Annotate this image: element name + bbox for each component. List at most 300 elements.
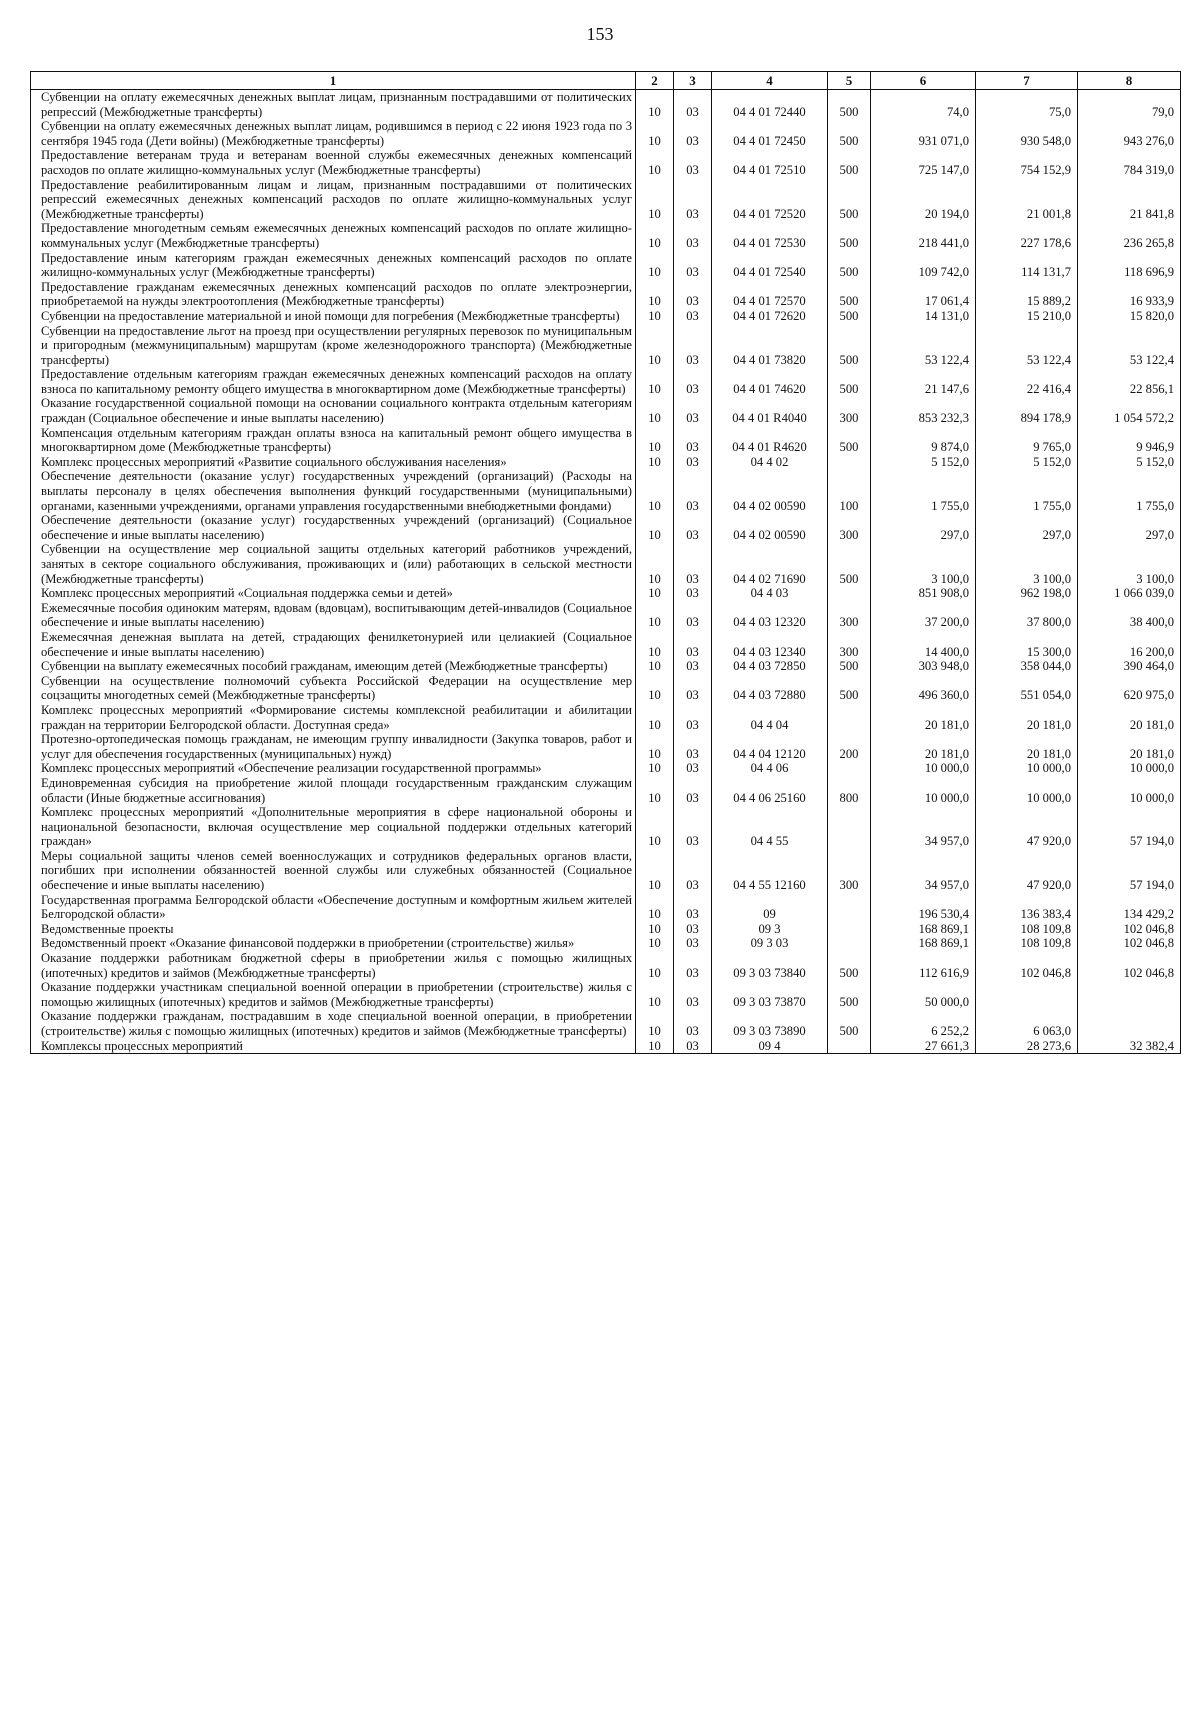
subsection-code: 03 (674, 951, 712, 980)
amount-year-2: 551 054,0 (976, 674, 1078, 703)
section-code: 10 (636, 936, 674, 951)
target-article-code: 04 4 03 12320 (712, 601, 828, 630)
table-row (31, 674, 1181, 703)
table-row (31, 703, 1181, 732)
expense-type-code: 500 (828, 951, 871, 980)
target-article-code: 09 3 03 73890 (712, 1009, 828, 1038)
amount-year-3: 10 000,0 (1078, 776, 1181, 805)
row-description: Предоставление иным категориям граждан ежемесячных денежных компенсаций расходов по оплате жилищно-коммунальных услуг (Межбюджетные трансферты) (31, 251, 636, 280)
table-row (31, 90, 1181, 120)
amount-year-2: 1 755,0 (976, 469, 1078, 513)
table-row (31, 659, 1181, 674)
target-article-code: 04 4 55 (712, 805, 828, 849)
expense-type-code (828, 936, 871, 951)
column-header: 5 (828, 72, 871, 90)
amount-year-3: 22 856,1 (1078, 367, 1181, 396)
column-header: 1 (31, 72, 636, 90)
subsection-code: 03 (674, 776, 712, 805)
row-description: Предоставление ветеранам труда и ветеранам военной службы ежемесячных денежных компенсаций расходов по оплате жилищно-коммунальных услуг (Межбюджетные трансферты) (31, 148, 636, 177)
row-description: Государственная программа Белгородской области «Обеспечение доступным и комфортным жильем жителей Белгородской области» (31, 893, 636, 922)
amount-year-1: 1 755,0 (871, 469, 976, 513)
table-row (31, 893, 1181, 922)
amount-year-1: 6 252,2 (871, 1009, 976, 1038)
row-description: Оказание поддержки работникам бюджетной сферы в приобретении жилья с помощью жилищных (ипотечных) кредитов и займов (Межбюджетные трансферты) (31, 951, 636, 980)
target-article-code: 04 4 01 72440 (712, 90, 828, 120)
expense-type-code: 500 (828, 367, 871, 396)
subsection-code: 03 (674, 469, 712, 513)
subsection-code: 03 (674, 601, 712, 630)
expense-type-code (828, 703, 871, 732)
target-article-code: 04 4 01 72620 (712, 309, 828, 324)
row-description: Обеспечение деятельности (оказание услуг) государственных учреждений (организаций) (Расходы на выплаты персоналу в целях обеспечения выполнения функций государственными (муниципальными) органами, казенными учреждениями, органами управления государственными внебюджетными фондами) (31, 469, 636, 513)
subsection-code: 03 (674, 980, 712, 1009)
section-code: 10 (636, 119, 674, 148)
amount-year-2: 15 210,0 (976, 309, 1078, 324)
subsection-code: 03 (674, 659, 712, 674)
section-code: 10 (636, 221, 674, 250)
amount-year-2: 21 001,8 (976, 178, 1078, 222)
amount-year-2: 108 109,8 (976, 936, 1078, 951)
amount-year-3: 390 464,0 (1078, 659, 1181, 674)
target-article-code: 04 4 02 71690 (712, 542, 828, 586)
table-row (31, 367, 1181, 396)
amount-year-1: 931 071,0 (871, 119, 976, 148)
table-row (31, 178, 1181, 222)
section-code: 10 (636, 776, 674, 805)
row-description: Оказание поддержки участникам специальной военной операции в приобретении (строительстве) жилья с помощью жилищных (ипотечных) кредитов и займов (Межбюджетные трансферты) (31, 980, 636, 1009)
subsection-code: 03 (674, 542, 712, 586)
amount-year-3: 134 429,2 (1078, 893, 1181, 922)
section-code: 10 (636, 367, 674, 396)
table-row (31, 951, 1181, 980)
table-row (31, 542, 1181, 586)
section-code: 10 (636, 601, 674, 630)
section-code: 10 (636, 659, 674, 674)
amount-year-3: 16 200,0 (1078, 630, 1181, 659)
row-description: Ежемесячные пособия одиноким матерям, вдовам (вдовцам), воспитывающим детей-инвалидов (Социальное обеспечение и иные выплаты населению) (31, 601, 636, 630)
section-code: 10 (636, 732, 674, 761)
subsection-code: 03 (674, 280, 712, 309)
table-row (31, 148, 1181, 177)
subsection-code: 03 (674, 1039, 712, 1054)
table-row (31, 630, 1181, 659)
section-code: 10 (636, 1039, 674, 1054)
subsection-code: 03 (674, 221, 712, 250)
subsection-code: 03 (674, 119, 712, 148)
row-description: Субвенции на осуществление полномочий субъекта Российской Федерации на осуществление мер соцзащиты многодетных семей (Межбюджетные трансферты) (31, 674, 636, 703)
expense-type-code: 500 (828, 426, 871, 455)
expense-type-code: 300 (828, 601, 871, 630)
amount-year-3: 3 100,0 (1078, 542, 1181, 586)
amount-year-3: 10 000,0 (1078, 761, 1181, 776)
target-article-code: 04 4 02 (712, 455, 828, 470)
amount-year-1: 14 131,0 (871, 309, 976, 324)
amount-year-1: 20 181,0 (871, 732, 976, 761)
subsection-code: 03 (674, 674, 712, 703)
table-row (31, 221, 1181, 250)
section-code: 10 (636, 90, 674, 120)
amount-year-2: 297,0 (976, 513, 1078, 542)
amount-year-3: 1 054 572,2 (1078, 396, 1181, 425)
row-description: Меры социальной защиты членов семей военнослужащих и сотрудников федеральных органов власти, погибших при исполнении обязанностей военной службы или служебных обязанностей (Социальное обеспечение и иные выплаты населению) (31, 849, 636, 893)
amount-year-3: 102 046,8 (1078, 936, 1181, 951)
expense-type-code: 500 (828, 251, 871, 280)
amount-year-1: 168 869,1 (871, 922, 976, 937)
subsection-code: 03 (674, 396, 712, 425)
target-article-code: 04 4 04 12120 (712, 732, 828, 761)
section-code: 10 (636, 980, 674, 1009)
target-article-code: 04 4 01 72510 (712, 148, 828, 177)
amount-year-3: 620 975,0 (1078, 674, 1181, 703)
amount-year-1: 496 360,0 (871, 674, 976, 703)
amount-year-3: 943 276,0 (1078, 119, 1181, 148)
amount-year-2: 53 122,4 (976, 324, 1078, 368)
section-code: 10 (636, 586, 674, 601)
target-article-code: 04 4 03 12340 (712, 630, 828, 659)
expense-type-code: 500 (828, 119, 871, 148)
amount-year-2: 37 800,0 (976, 601, 1078, 630)
amount-year-2: 10 000,0 (976, 776, 1078, 805)
expense-type-code: 500 (828, 280, 871, 309)
section-code: 10 (636, 1009, 674, 1038)
expense-type-code: 500 (828, 980, 871, 1009)
target-article-code: 04 4 01 R4040 (712, 396, 828, 425)
amount-year-1: 9 874,0 (871, 426, 976, 455)
section-code: 10 (636, 674, 674, 703)
amount-year-3: 102 046,8 (1078, 922, 1181, 937)
target-article-code: 04 4 02 00590 (712, 513, 828, 542)
expense-type-code: 500 (828, 148, 871, 177)
row-description: Комплекс процессных мероприятий «Развитие социального обслуживания населения» (31, 455, 636, 470)
section-code: 10 (636, 178, 674, 222)
amount-year-2: 15 889,2 (976, 280, 1078, 309)
row-description: Комплекс процессных мероприятий «Обеспечение реализации государственной программы» (31, 761, 636, 776)
table-row (31, 1009, 1181, 1038)
amount-year-3: 20 181,0 (1078, 732, 1181, 761)
amount-year-1: 112 616,9 (871, 951, 976, 980)
amount-year-2: 3 100,0 (976, 542, 1078, 586)
amount-year-1: 297,0 (871, 513, 976, 542)
amount-year-3 (1078, 1009, 1181, 1038)
amount-year-3: 21 841,8 (1078, 178, 1181, 222)
subsection-code: 03 (674, 455, 712, 470)
section-code: 10 (636, 703, 674, 732)
amount-year-1: 20 194,0 (871, 178, 976, 222)
subsection-code: 03 (674, 703, 712, 732)
amount-year-1: 53 122,4 (871, 324, 976, 368)
target-article-code: 04 4 01 72540 (712, 251, 828, 280)
row-description: Оказание поддержки гражданам, пострадавшим в ходе специальной военной операции, в приобретении (строительстве) жилья с помощью жилищных (ипотечных) кредитов и займов (Межбюджетные трансферты) (31, 1009, 636, 1038)
section-code: 10 (636, 426, 674, 455)
table-row (31, 1039, 1181, 1054)
amount-year-3: 32 382,4 (1078, 1039, 1181, 1054)
amount-year-1: 303 948,0 (871, 659, 976, 674)
amount-year-2: 754 152,9 (976, 148, 1078, 177)
amount-year-3: 15 820,0 (1078, 309, 1181, 324)
amount-year-1: 14 400,0 (871, 630, 976, 659)
target-article-code: 04 4 01 74620 (712, 367, 828, 396)
amount-year-2: 114 131,7 (976, 251, 1078, 280)
subsection-code: 03 (674, 1009, 712, 1038)
target-article-code: 04 4 01 R4620 (712, 426, 828, 455)
expense-type-code: 500 (828, 324, 871, 368)
section-code: 10 (636, 849, 674, 893)
budget-table (30, 71, 1181, 1054)
table-row (31, 251, 1181, 280)
row-description: Предоставление отдельным категориям граждан ежемесячных денежных компенсаций расходов на оплату взноса по капитальному ремонту общего имущества в многоквартирном доме (Межбюджетные трансферты) (31, 367, 636, 396)
target-article-code: 04 4 03 (712, 586, 828, 601)
amount-year-1: 50 000,0 (871, 980, 976, 1009)
row-description: Предоставление многодетным семьям ежемесячных денежных компенсаций расходов по оплате жилищно-коммунальных услуг (Межбюджетные трансферты) (31, 221, 636, 250)
amount-year-2: 358 044,0 (976, 659, 1078, 674)
amount-year-2: 5 152,0 (976, 455, 1078, 470)
amount-year-3: 57 194,0 (1078, 849, 1181, 893)
target-article-code: 09 3 03 73870 (712, 980, 828, 1009)
amount-year-2: 47 920,0 (976, 849, 1078, 893)
table-row (31, 513, 1181, 542)
table-row (31, 761, 1181, 776)
subsection-code: 03 (674, 309, 712, 324)
amount-year-3: 57 194,0 (1078, 805, 1181, 849)
section-code: 10 (636, 630, 674, 659)
target-article-code: 04 4 03 72880 (712, 674, 828, 703)
column-header: 4 (712, 72, 828, 90)
section-code: 10 (636, 148, 674, 177)
amount-year-2: 22 416,4 (976, 367, 1078, 396)
amount-year-1: 5 152,0 (871, 455, 976, 470)
subsection-code: 03 (674, 148, 712, 177)
amount-year-2: 6 063,0 (976, 1009, 1078, 1038)
amount-year-2: 47 920,0 (976, 805, 1078, 849)
row-description: Предоставление реабилитированным лицам и лицам, признанным пострадавшими от политических репрессий ежемесячных денежных компенсаций расходов по оплате жилищно-коммунальных услуг (Межбюджетные трансферты) (31, 178, 636, 222)
amount-year-3: 784 319,0 (1078, 148, 1181, 177)
subsection-code: 03 (674, 586, 712, 601)
expense-type-code: 800 (828, 776, 871, 805)
section-code: 10 (636, 761, 674, 776)
row-description: Компенсация отдельным категориям граждан оплаты взноса на капитальный ремонт общего имущества в многоквартирном доме (Межбюджетные трансферты) (31, 426, 636, 455)
column-header: 2 (636, 72, 674, 90)
amount-year-1: 3 100,0 (871, 542, 976, 586)
amount-year-1: 20 181,0 (871, 703, 976, 732)
page-number: 153 (586, 24, 614, 44)
subsection-code: 03 (674, 367, 712, 396)
amount-year-1: 17 061,4 (871, 280, 976, 309)
row-description: Комплекс процессных мероприятий «Дополнительные мероприятия в сфере национальной обороны и национальной безопасности, включая осуществление мер социальной поддержки отдельных категорий граждан» (31, 805, 636, 849)
section-code: 10 (636, 251, 674, 280)
table-row (31, 324, 1181, 368)
amount-year-3: 236 265,8 (1078, 221, 1181, 250)
subsection-code: 03 (674, 849, 712, 893)
section-code: 10 (636, 513, 674, 542)
expense-type-code (828, 805, 871, 849)
expense-type-code: 300 (828, 396, 871, 425)
row-description: Субвенции на предоставление материальной и иной помощи для погребения (Межбюджетные трансферты) (31, 309, 636, 324)
table-row (31, 455, 1181, 470)
subsection-code: 03 (674, 178, 712, 222)
table-row (31, 732, 1181, 761)
expense-type-code: 200 (828, 732, 871, 761)
expense-type-code: 500 (828, 309, 871, 324)
table-row (31, 119, 1181, 148)
amount-year-3: 1 755,0 (1078, 469, 1181, 513)
amount-year-1: 168 869,1 (871, 936, 976, 951)
amount-year-1: 853 232,3 (871, 396, 976, 425)
amount-year-1: 725 147,0 (871, 148, 976, 177)
amount-year-1: 218 441,0 (871, 221, 976, 250)
column-header: 8 (1078, 72, 1181, 90)
row-description: Комплекс процессных мероприятий «Социальная поддержка семьи и детей» (31, 586, 636, 601)
expense-type-code: 500 (828, 659, 871, 674)
subsection-code: 03 (674, 251, 712, 280)
subsection-code: 03 (674, 922, 712, 937)
table-row (31, 601, 1181, 630)
row-description: Единовременная субсидия на приобретение жилой площади государственным гражданским служащим области (Иные бюджетные ассигнования) (31, 776, 636, 805)
amount-year-3 (1078, 980, 1181, 1009)
target-article-code: 04 4 01 72520 (712, 178, 828, 222)
section-code: 10 (636, 922, 674, 937)
section-code: 10 (636, 455, 674, 470)
section-code: 10 (636, 396, 674, 425)
expense-type-code (828, 586, 871, 601)
row-description: Обеспечение деятельности (оказание услуг) государственных учреждений (организаций) (Социальное обеспечение и иные выплаты населению) (31, 513, 636, 542)
amount-year-2: 75,0 (976, 90, 1078, 120)
column-header: 7 (976, 72, 1078, 90)
expense-type-code: 500 (828, 674, 871, 703)
amount-year-1: 37 200,0 (871, 601, 976, 630)
amount-year-2: 136 383,4 (976, 893, 1078, 922)
table-body (31, 90, 1181, 1054)
amount-year-3: 9 946,9 (1078, 426, 1181, 455)
row-description: Оказание государственной социальной помощи на основании социального контракта отдельным категориям граждан (Социальное обеспечение и иные выплаты населению) (31, 396, 636, 425)
amount-year-3: 102 046,8 (1078, 951, 1181, 980)
target-article-code: 04 4 02 00590 (712, 469, 828, 513)
amount-year-2: 894 178,9 (976, 396, 1078, 425)
amount-year-1: 10 000,0 (871, 776, 976, 805)
subsection-code: 03 (674, 732, 712, 761)
table-row (31, 776, 1181, 805)
amount-year-2 (976, 980, 1078, 1009)
row-description: Ведомственный проект «Оказание финансовой поддержки в приобретении (строительстве) жилья» (31, 936, 636, 951)
amount-year-3: 5 152,0 (1078, 455, 1181, 470)
target-article-code: 09 4 (712, 1039, 828, 1054)
table-row (31, 805, 1181, 849)
expense-type-code: 500 (828, 90, 871, 120)
amount-year-3: 38 400,0 (1078, 601, 1181, 630)
section-code: 10 (636, 805, 674, 849)
amount-year-3: 297,0 (1078, 513, 1181, 542)
target-article-code: 09 3 03 (712, 936, 828, 951)
table-row (31, 586, 1181, 601)
section-code: 10 (636, 893, 674, 922)
table-row (31, 280, 1181, 309)
row-description: Субвенции на предоставление льгот на проезд при осуществлении регулярных перевозок по муниципальным и пригородным (межмуниципальным) маршрутам (кроме железнодорожного транспорта) (Межбюджетные трансферты) (31, 324, 636, 368)
section-code: 10 (636, 324, 674, 368)
amount-year-1: 27 661,3 (871, 1039, 976, 1054)
target-article-code: 04 4 03 72850 (712, 659, 828, 674)
subsection-code: 03 (674, 893, 712, 922)
amount-year-3: 53 122,4 (1078, 324, 1181, 368)
target-article-code: 09 3 (712, 922, 828, 937)
amount-year-2: 227 178,6 (976, 221, 1078, 250)
subsection-code: 03 (674, 936, 712, 951)
row-description: Субвенции на оплату ежемесячных денежных выплат лицам, родившимся в период с 22 июня 1923 года по 3 сентября 1945 года (Дети войны) (Межбюджетные трансферты) (31, 119, 636, 148)
amount-year-1: 21 147,6 (871, 367, 976, 396)
target-article-code: 04 4 01 72530 (712, 221, 828, 250)
row-description: Комплекс процессных мероприятий «Формирование системы комплексной реабилитации и абилитации граждан на территории Белгородской области. Доступная среда» (31, 703, 636, 732)
amount-year-3: 16 933,9 (1078, 280, 1181, 309)
amount-year-2: 10 000,0 (976, 761, 1078, 776)
target-article-code: 04 4 01 72570 (712, 280, 828, 309)
column-header: 6 (871, 72, 976, 90)
amount-year-1: 109 742,0 (871, 251, 976, 280)
amount-year-2: 20 181,0 (976, 732, 1078, 761)
subsection-code: 03 (674, 426, 712, 455)
amount-year-1: 851 908,0 (871, 586, 976, 601)
expense-type-code: 500 (828, 1009, 871, 1038)
table-row (31, 426, 1181, 455)
subsection-code: 03 (674, 513, 712, 542)
table-row (31, 922, 1181, 937)
target-article-code: 09 3 03 73840 (712, 951, 828, 980)
expense-type-code: 500 (828, 542, 871, 586)
amount-year-1: 10 000,0 (871, 761, 976, 776)
row-description: Ведомственные проекты (31, 922, 636, 937)
amount-year-2: 28 273,6 (976, 1039, 1078, 1054)
amount-year-2: 930 548,0 (976, 119, 1078, 148)
header-row (31, 72, 1181, 90)
amount-year-3: 79,0 (1078, 90, 1181, 120)
amount-year-1: 34 957,0 (871, 805, 976, 849)
row-description: Комплексы процессных мероприятий (31, 1039, 636, 1054)
row-description: Ежемесячная денежная выплата на детей, страдающих фенилкетонурией или целиакией (Социальное обеспечение и иные выплаты населению) (31, 630, 636, 659)
subsection-code: 03 (674, 630, 712, 659)
expense-type-code: 500 (828, 221, 871, 250)
expense-type-code: 300 (828, 513, 871, 542)
target-article-code: 04 4 01 73820 (712, 324, 828, 368)
column-header: 3 (674, 72, 712, 90)
table-row (31, 309, 1181, 324)
expense-type-code: 500 (828, 178, 871, 222)
target-article-code: 04 4 04 (712, 703, 828, 732)
amount-year-2: 20 181,0 (976, 703, 1078, 732)
section-code: 10 (636, 469, 674, 513)
amount-year-2: 962 198,0 (976, 586, 1078, 601)
amount-year-2: 108 109,8 (976, 922, 1078, 937)
target-article-code: 04 4 06 (712, 761, 828, 776)
target-article-code: 04 4 55 12160 (712, 849, 828, 893)
subsection-code: 03 (674, 761, 712, 776)
row-description: Субвенции на осуществление мер социальной защиты отдельных категорий работников учреждений, занятых в секторе социального обслуживания, проживающих и (или) работающих в сельской местности (Межбюджетные трансферты) (31, 542, 636, 586)
table-row (31, 936, 1181, 951)
amount-year-1: 74,0 (871, 90, 976, 120)
amount-year-2: 102 046,8 (976, 951, 1078, 980)
target-article-code: 04 4 06 25160 (712, 776, 828, 805)
table-header (31, 72, 1181, 90)
amount-year-3: 1 066 039,0 (1078, 586, 1181, 601)
amount-year-3: 20 181,0 (1078, 703, 1181, 732)
section-code: 10 (636, 951, 674, 980)
expense-type-code: 300 (828, 849, 871, 893)
table-row (31, 396, 1181, 425)
table-row (31, 469, 1181, 513)
expense-type-code (828, 922, 871, 937)
subsection-code: 03 (674, 90, 712, 120)
section-code: 10 (636, 309, 674, 324)
amount-year-3: 118 696,9 (1078, 251, 1181, 280)
amount-year-2: 9 765,0 (976, 426, 1078, 455)
target-article-code: 04 4 01 72450 (712, 119, 828, 148)
target-article-code: 09 (712, 893, 828, 922)
